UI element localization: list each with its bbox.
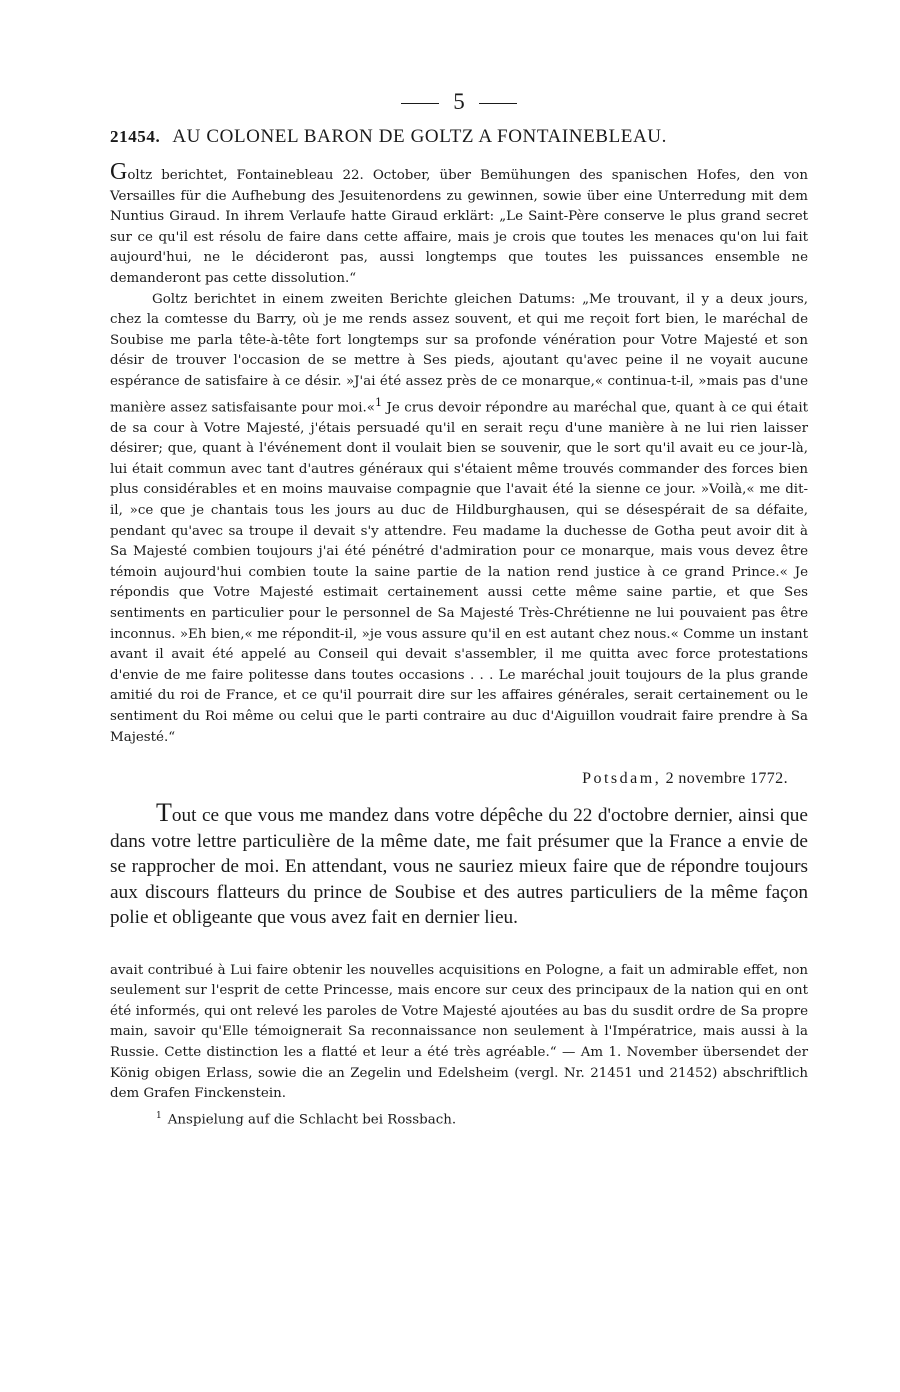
summary-paragraph-2-text-a: Goltz berichtet in einem zweiten Berichte gleichen Datums: „Me trouvant, il y a deux jours, chez la comtesse du Barry, où je me rends assez souvent, et qui me reçoit fort bien, le maréchal de Soubise me parla tête-à-tête fort longtemps sur sa profonde vénération pour Votre Majesté et son désir de trouver l'occasion de se mettre à Ses pieds, ajoutant qu'avec peine il ne voyait aucune espérance de satisfaire à ce désir. »J'ai été assez près de ce monarque,« continua-t-il, »mais pas d'une manière assez satisfaisante pour moi.« — [110, 291, 808, 415]
summary-paragraph-1-text: oltz berichtet, Fontainebleau 22. October, über Bemühungen des spanischen Hofes, den von Versailles für die Aufhebung des Jesuitenordens zu gewinnen, sowie über eine Unterredung mit dem Nuntius Giraud. In ihrem Verlaufe hatte Giraud erklärt: „Le Saint-Père conserve le plus grand secret sur ce qu'il est résolu de faire dans cette affaire, mais je crois que toutes les menaces qu'on lui fait aujourd'hui, ne le décideront pas, aussi longtemps que toutes les puissances ensemble ne demanderont pas cette dissolution.“ — [110, 168, 808, 286]
footnote — [110, 1106, 808, 1131]
letter-recipient: AU COLONEL BARON DE GOLTZ A FONTAINEBLEAU. — [172, 126, 667, 147]
page-number: 5 — [453, 89, 465, 114]
letter-body — [110, 800, 808, 931]
dateline — [110, 770, 788, 788]
summary-paragraph-1 — [110, 159, 808, 290]
footnote-text: Anspielung auf die Schlacht bei Rossbach. — [167, 1112, 457, 1128]
editorial-summary — [110, 159, 808, 748]
document-page — [110, 88, 808, 1131]
header-rule-right — [479, 103, 517, 104]
letter-body-text: out ce que vous me mandez dans votre dépêche du 22 d'octobre dernier, ainsi que dans votre lettre particulière de la même date, me fait présumer que la France a envie de se rapprocher de moi. En attendant, vous ne sauriez mieux faire que de répondre toujours aux discours flatteurs du prince de Soubise et des autres particuliers de la même façon polie et obligeante que vous avez fait en dernier lieu. — [110, 805, 808, 929]
summary-paragraph-2-text-b: Je crus devoir répondre au maréchal que, quant à ce qui était de sa cour à Votre Majesté, j'étais persuadé qu'il en serait reçu d'une manière à ne lui rien laisser désirer; que, quant à l'événement dont il voulait bien se souvenir, que le sort qu'il avait eu ce jour-là, lui était commun avec tant d'autres généraux qui s'étaient même trouvés commander des forces bien plus considérables et en moins mauvaise compagnie que l'avait été la sienne ce jour. »Voilà,« me dit-il, »ce que je chantais tous les jours au duc de Hildburghausen, qui se désespérait de sa défaite, pendant qu'avec sa troupe il devait s'y attendre. Feu madame la duchesse de Gotha peut avoir dit à Sa Majesté combien toujours j'ai été pénétré d'admiration pour ce monarque, mais vous devez être témoin aujourd'hui combien toute la saine partie de la nation rend justice à ce grand Prince.« Je répondis que Votre Majesté estimait certainement aussi cette même saine partie, et que Ses sentiments en particulier pour le personnel de Sa Majesté Très-Chrétienne ne lui pouvaient pas être inconnus. »Eh bien,« me répondit-il, »je vous assure qu'il en est autant chez nous.« Comme un instant avant il avait été appelé au Conseil qui devait s'assembler, il me quitta avec force protestations d'envie de me faire politesse dans toutes occasions . . . Le maréchal jouit toujours de la plus grande amitié du roi de France, et ce qu'il pourrait dire sur les affaires générales, serait certainement ou le sentiment du Roi même ou celui que le parti contraire au duc d'Aiguillon voudrait faire prendre à Sa Majesté.“ — [110, 400, 808, 745]
letter-number: 21454. — [110, 127, 161, 146]
header-rule-left — [401, 103, 439, 104]
editorial-notes — [110, 961, 808, 1131]
letter-heading — [110, 126, 808, 148]
letter-initial: T — [156, 798, 172, 828]
footnote-mark: 1 — [156, 1110, 162, 1121]
dateline-place: Potsdam, — [582, 770, 662, 788]
summary-initial: G — [110, 159, 128, 185]
notes-paragraph: avait contribué à Lui faire obtenir les nouvelles acquisitions en Pologne, a fait un admirable effet, non seulement sur l'esprit de cette Princesse, mais encore sur ceux des principaux de la nation qui en ont été informés, qui ont relevé les paroles de Votre Majesté ajoutées au bas du susdit ordre de Sa propre main, savoir qu'Elle témoignerait Sa reconnaissance non seulement à l'Impératrice, mais aussi à la Russie. Cette distinction les a flatté et leur a été très agréable.“ — Am 1. November übersendet der König obigen Erlass, sowie die an Zegelin und Edelsheim (vergl. Nr. 21451 und 21452) abschriftlich dem Grafen Finckenstein. — [110, 962, 808, 1102]
footnote-reference: 1 — [374, 395, 383, 409]
dateline-date: 2 novembre 1772. — [665, 770, 788, 788]
page-header — [110, 88, 808, 116]
summary-paragraph-2 — [110, 290, 808, 749]
